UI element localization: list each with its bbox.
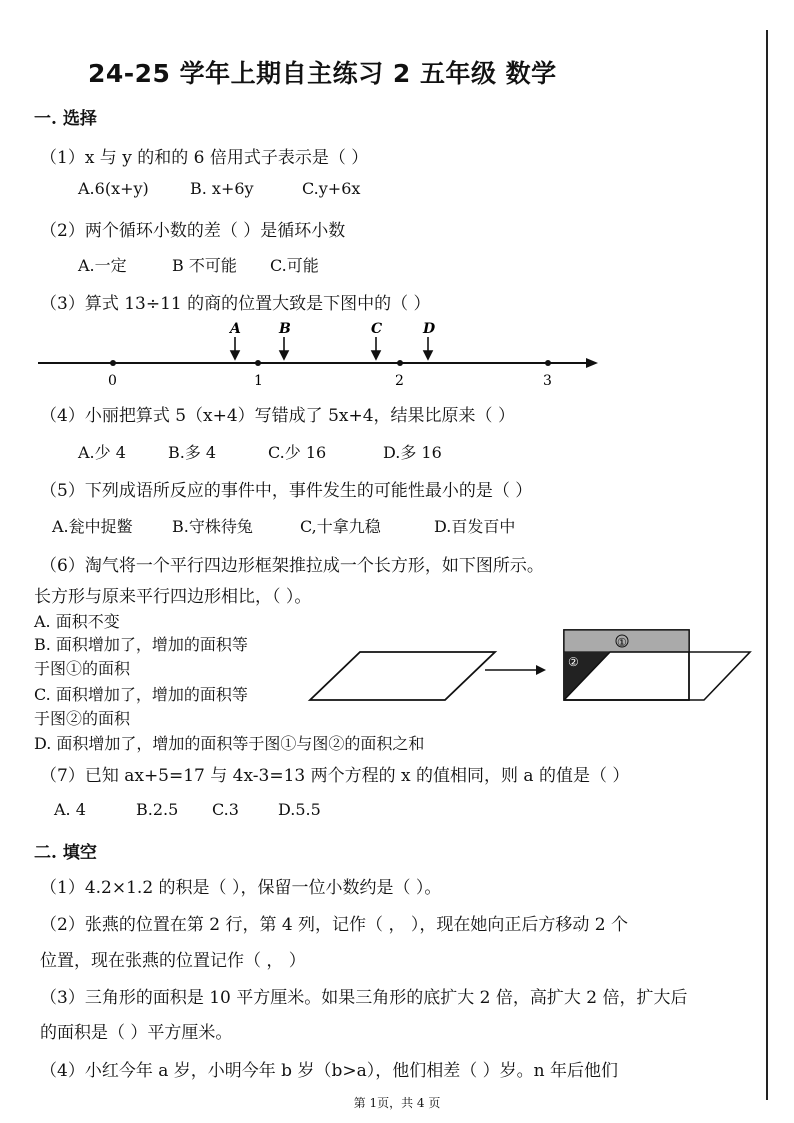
page-edge-line (766, 30, 768, 1100)
question-1-stem: （1）x 与 y 的和的 6 倍用式子表示是（ ） (40, 148, 369, 168)
tick-dot-2 (397, 360, 403, 366)
number-line-figure (30, 315, 610, 395)
q1-option-b: B. x+6y (190, 179, 254, 198)
parallelogram-shape (310, 652, 495, 700)
q1-option-c: C.y+6x (302, 179, 361, 198)
q4-option-a: A.少 4 (78, 443, 126, 462)
q5-option-b: B.守株待兔 (172, 517, 253, 536)
arrow-c-head (372, 351, 380, 359)
region-2-label: ② (568, 655, 579, 669)
q6-option-c-line1: C. 面积增加了，增加的面积等 (34, 685, 248, 704)
transform-arrow-head (536, 665, 546, 675)
arrow-label-d: D (423, 321, 436, 337)
page-footer: 第 1页，共 4 页 (353, 1096, 441, 1110)
question-4-stem: （4）小丽把算式 5（x+4）写错成了 5x+4，结果比原来（ ） (40, 406, 515, 426)
arrow-d-head (424, 351, 432, 359)
arrow-b-head (280, 351, 288, 359)
q6-option-b-line2: 于图①的面积 (34, 659, 131, 678)
tick-dot-1 (255, 360, 261, 366)
tick-label-2: 2 (395, 373, 404, 389)
page-title: 24-25 学年上期自主练习 2 五年级 数学 (88, 59, 557, 88)
tick-dot-0 (110, 360, 116, 366)
tick-dot-3 (545, 360, 551, 366)
question-5-stem: （5）下列成语所反应的事件中，事件发生的可能性最小的是（ ） (40, 481, 533, 501)
q5-option-d: D.百发百中 (434, 517, 516, 536)
tick-label-1: 1 (254, 373, 263, 389)
fill-question-4: （4）小红今年 a 岁，小明今年 b 岁（b>a），他们相差（ ）岁。n 年后他们 (40, 1061, 618, 1081)
q1-option-a: A.6(x+y) (78, 179, 149, 198)
fill-question-3-line1: （3）三角形的面积是 10 平方厘米。如果三角形的底扩大 2 倍，高扩大 2 倍，扩大后 (40, 988, 688, 1008)
section-heading-fill: 二. 填空 (34, 843, 97, 863)
section-heading-choice: 一. 选择 (34, 109, 97, 129)
q5-option-a: A.瓮中捉鳖 (52, 517, 133, 536)
question-7-stem: （7）已知 ax+5=17 与 4x-3=13 两个方程的 x 的值相同，则 a 的值是（ ） (40, 766, 630, 786)
question-6-stem-1: （6）淘气将一个平行四边形框架推拉成一个长方形，如下图所示。 (40, 556, 544, 576)
number-line-arrowhead (586, 358, 598, 368)
fill-question-1: （1）4.2×1.2 的积是（ ），保留一位小数约是（ ）。 (40, 878, 442, 898)
q6-option-c-line2: 于图②的面积 (34, 709, 131, 728)
tick-label-0: 0 (108, 373, 117, 389)
arrow-label-c: C (371, 321, 383, 337)
q7-option-b: B.2.5 (136, 800, 179, 819)
question-2-stem: （2）两个循环小数的差（ ）是循环小数 (40, 221, 346, 241)
fill-question-3-line2: 的面积是（ ）平方厘米。 (40, 1023, 233, 1043)
q5-option-c: C,十拿九稳 (300, 517, 381, 536)
region-1-label: ① (617, 636, 627, 649)
fill-question-2-line2: 位置，现在张燕的位置记作（ ， ） (40, 951, 306, 971)
question-6-stem-2: 长方形与原来平行四边形相比，（ ）。 (34, 587, 312, 607)
q7-option-c: C.3 (212, 800, 239, 819)
arrow-label-b: B (279, 321, 291, 337)
q6-option-d: D. 面积增加了，增加的面积等于图①与图②的面积之和 (34, 734, 425, 753)
arrow-a-head (231, 351, 239, 359)
q4-option-c: C.少 16 (268, 443, 327, 462)
arrow-label-a: A (230, 321, 241, 337)
q4-option-b: B.多 4 (168, 443, 217, 462)
q7-option-a: A. 4 (54, 800, 86, 819)
q7-option-d: D.5.5 (278, 800, 321, 819)
q2-option-a: A.一定 (78, 256, 127, 275)
q2-option-c: C.可能 (270, 256, 319, 275)
tick-label-3: 3 (543, 373, 552, 389)
fill-question-2-line1: （2）张燕的位置在第 2 行，第 4 列，记作（ ， ），现在她向正后方移动 2 个 (40, 915, 628, 935)
parallelogram-rectangle-figure (300, 620, 760, 710)
q6-option-b-line1: B. 面积增加了，增加的面积等 (34, 635, 248, 654)
q6-option-a: A. 面积不变 (34, 612, 120, 631)
question-3-stem: （3）算式 13÷11 的商的位置大致是下图中的（ ） (40, 294, 431, 314)
q2-option-b: B 不可能 (172, 256, 237, 275)
q4-option-d: D.多 16 (383, 443, 442, 462)
